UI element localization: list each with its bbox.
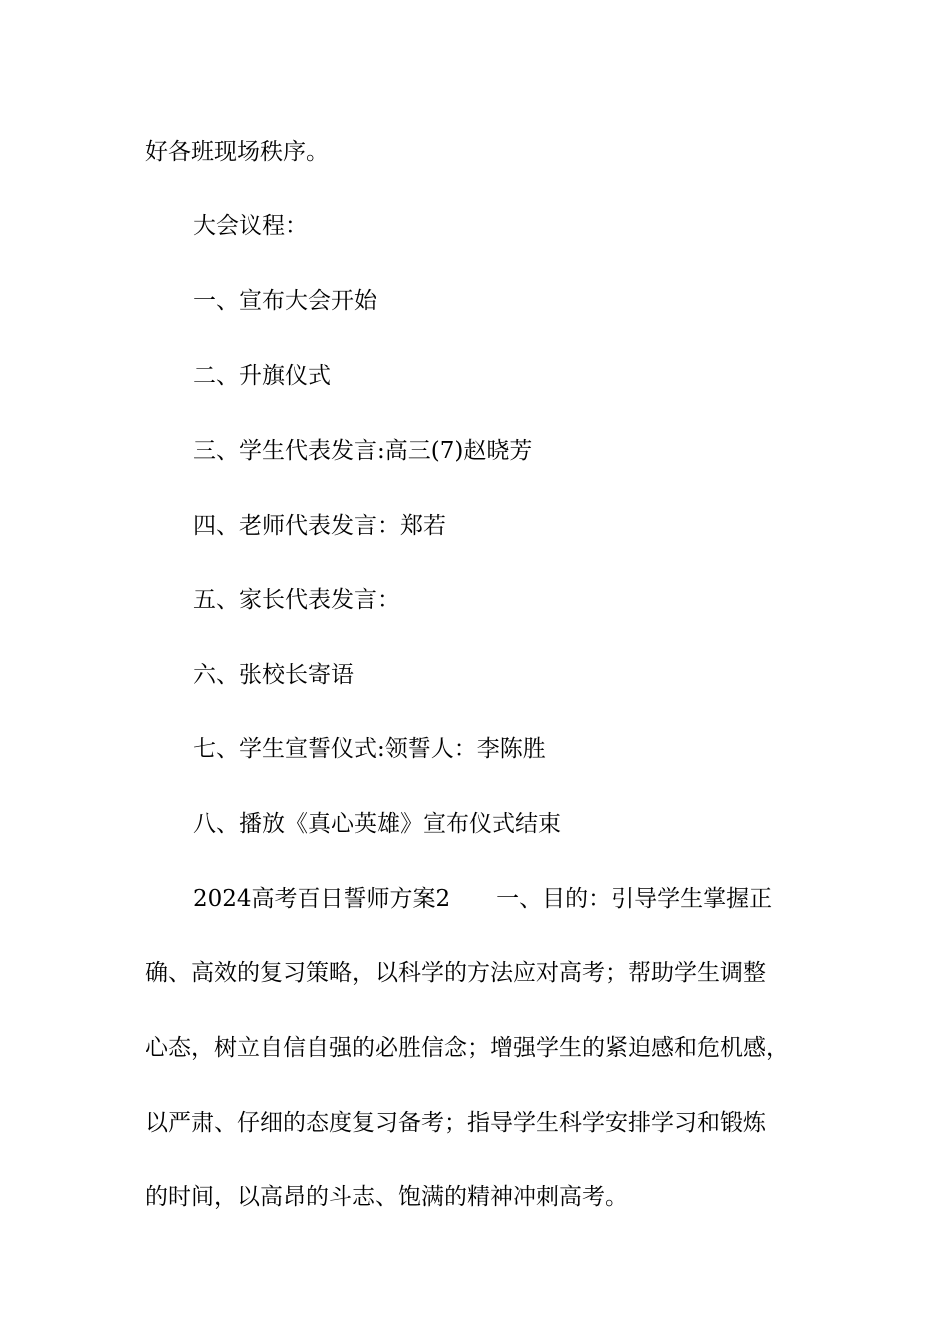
section-heading-line: 2024高考百日誓师方案2 一、目的：引导学生掌握正: [193, 886, 773, 912]
agenda-heading: 大会议程：: [193, 213, 308, 239]
agenda-item: 五、家长代表发言：: [193, 587, 400, 613]
paragraph-line: 的时间，以高昂的斗志、饱满的精神冲刺高考。: [145, 1184, 628, 1210]
paragraph-line: 确、高效的复习策略，以科学的方法应对高考；帮助学生调整: [145, 960, 766, 986]
paragraph-line: 以严肃、仔细的态度复习备考；指导学生科学安排学习和锻炼: [145, 1110, 766, 1136]
agenda-item: 一、宣布大会开始: [193, 288, 377, 314]
agenda-item: 二、升旗仪式: [193, 363, 331, 389]
agenda-item: 三、学生代表发言:高三(7)赵晓芳: [193, 438, 533, 464]
agenda-item: 四、老师代表发言：郑若: [193, 513, 446, 539]
agenda-item: 七、学生宣誓仪式:领誓人：李陈胜: [193, 736, 546, 762]
agenda-item: 六、张校长寄语: [193, 662, 354, 688]
paragraph-line: 心态，树立自信自强的必胜信念；增强学生的紧迫感和危机感，: [145, 1035, 789, 1061]
paragraph-line: 好各班现场秩序。: [145, 139, 329, 165]
agenda-item: 八、播放《真心英雄》宣布仪式结束: [193, 811, 561, 837]
